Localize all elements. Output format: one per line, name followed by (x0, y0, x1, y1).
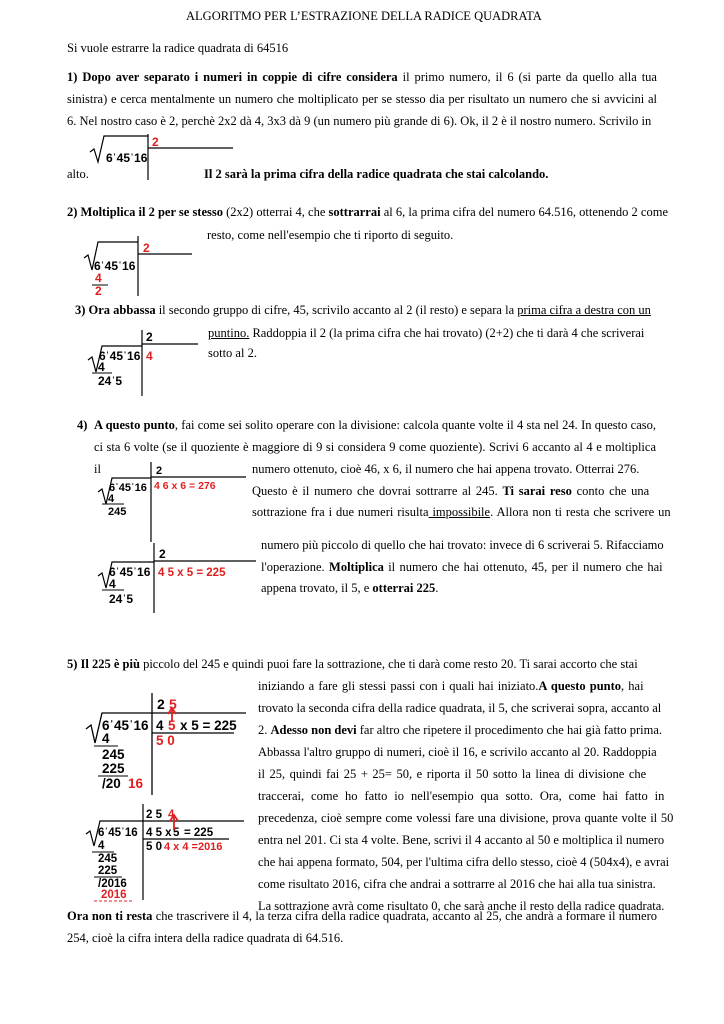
step-4-l1: numero ottenuto, cioè 46, x 6, il numero che hai appena trovato. Otterrai 276. (252, 462, 640, 476)
diagram-step-3 (86, 330, 206, 410)
step-4-l4: numero più piccolo di quello che hai trovato: invece di 6 scriverai 5. Rifacciamo (261, 538, 664, 552)
d5-sub: 4 (109, 577, 116, 591)
step-1-lead: 1) Dopo aver separato i numeri in coppie di cifre considera (67, 70, 398, 84)
step-3-lead: 3) Ora abbassa (75, 303, 156, 317)
step-5-l10: come risultato 2016, cifra che andrai a sottrarre al 2016 che hai alla tua sinistra. (258, 877, 656, 891)
d5-trial: 4 5 x 5 = 225 (158, 567, 226, 579)
d5-root: 2 (159, 547, 166, 561)
step-5-l1 (258, 680, 644, 693)
d1-root: 2 (152, 135, 159, 149)
d7-trial-c: = 225 (184, 827, 214, 839)
step-4-l6b: otterrai 225 (372, 581, 436, 595)
d6-r2: 225 (102, 761, 125, 776)
d4-trial: 4 6 x 6 = 276 (154, 480, 216, 492)
step-5-l1a: iniziando a fare gli stessi passi con i quali hai iniziato. (258, 679, 539, 693)
step-4-l6c: . (435, 581, 439, 595)
step-2-b: sottrarrai (328, 205, 381, 219)
d7-r2: 225 (98, 865, 118, 877)
d6-trial-a: 4 (156, 718, 164, 733)
step-1-body: il primo numero, il 6 (si parte da quello alla tua sinistra) e cerca mentalmente un numero che moltiplicato per se stesso dia per risultato un numero che si avvicini al 6. Nel nostro caso è 2, perchè 2x2 dà 4, 3x3 dà 9 (un numero più grande di 6). Ok, il 2 è il nostro numero. Scrivilo in (67, 70, 657, 128)
step-4-l6a: appena trovato, il 5, e (261, 581, 373, 595)
diagram-step-2 (82, 240, 192, 310)
d5-radicand: 6ˈ45ˈ16 (109, 565, 151, 579)
final-step-text (67, 905, 657, 949)
step-5-lead: 5) Il 225 è più (67, 657, 140, 671)
step-5-l7: precedenza, cioè sempre come volessi fare una divisione, prova quante volte il 50 (258, 811, 674, 825)
step-2-line1 (67, 206, 668, 219)
step-4-l3 (252, 506, 671, 519)
d7-r4: 2016 (101, 889, 127, 901)
d2-sub: 4 (95, 271, 102, 285)
step-5-l6: traccerai, come ho fatto io nell'esempio qua sotto. Ora, come hai fatto in (258, 789, 665, 803)
step-5-l4: Abbassa l'altro gruppo di numeri, cioè il 16, e scrivilo accanto al 20. Raddoppia (258, 745, 657, 759)
diagram-step-5 (96, 543, 266, 613)
step-3-u1: prima cifra a destra con un (517, 303, 651, 317)
step-1-text (67, 66, 657, 132)
d5-rem: 24ˈ5 (109, 592, 134, 606)
d6-double: 5 0 (156, 733, 175, 748)
step-1-alto: alto. (67, 167, 89, 181)
diagram-step-5a (84, 693, 284, 803)
d3-rem: 24ˈ5 (98, 374, 123, 388)
step-4-l2b: Ti sarai reso (502, 484, 572, 498)
step-5-a: piccolo del 245 e quindi puoi fare la sottrazione, che ti darà come resto 20. Ti sarai accorto che stai (139, 657, 638, 671)
step-5-line0 (67, 658, 638, 671)
step-5-l1b: A questo punto (538, 679, 622, 693)
d7-trial-b: 5 (173, 827, 180, 839)
d6-root-b: 5 (169, 696, 177, 712)
step-4-l2c: conto che una (571, 484, 650, 498)
step-4-l5c: il numero che hai ottenuto, 45, per il numero che hai (383, 560, 663, 574)
step-5-l8: entra nel 201. Ci sta 4 volte. Bene, scrivi il 4 accanto al 50 e moltiplica il numero (258, 833, 665, 847)
step-4-l3b: impossibile (428, 505, 491, 519)
d2-radicand: 6ˈ45ˈ16 (94, 259, 136, 273)
d4-radicand: 6ˈ45ˈ16 (109, 482, 147, 494)
d3-double: 4 (146, 349, 153, 363)
step-3-b: Raddoppia il 2 (la prima cifra che hai trovato) (2+2) che ti darà 4 che scriverai (249, 326, 645, 340)
page-title: ALGORITMO PER L’ESTRAZIONE DELLA RADICE QUADRATA (186, 9, 542, 23)
d2-root: 2 (143, 241, 150, 255)
d4-sub: 4 (108, 493, 115, 505)
d4-root: 2 (156, 465, 163, 477)
step-5-l9: che hai appena formato, 504, per l'ultima cifra dello stesso, cioè 4 (504x4), e avrai (258, 855, 670, 869)
d7-root-b: 4 (168, 809, 175, 821)
d6-trial-b: 5 (168, 718, 176, 733)
step-2-a: (2x2) otterrai 4, che (223, 205, 329, 219)
step-4-l3a: sottrazione fra i due numeri risulta (252, 505, 429, 519)
step-4-l5b: Moltiplica (329, 560, 384, 574)
d7-l2a: 5 0 (146, 841, 162, 853)
d7-r3: /2016 (98, 878, 127, 890)
d7-radicand: 6ˈ45ˈ16 (98, 827, 138, 839)
step-4-l2 (252, 485, 649, 498)
step-4-l6 (261, 582, 438, 595)
d6-r1: 245 (102, 747, 125, 762)
d7-root-a: 2 5 (146, 809, 162, 821)
diagram-step-1 (88, 134, 168, 184)
step-5-l3b: Adesso non devi (270, 723, 357, 737)
step-4-l5 (261, 561, 663, 574)
step-3-u2: puntino. (208, 326, 250, 340)
step-3-a: il secondo gruppo di cifre, 45, scrivilo accanto al 2 (il resto) e separa la (155, 303, 518, 317)
step-3-line2 (208, 327, 644, 340)
step-2-line2: resto, come nell'esempio che ti riporto di seguito. (207, 228, 454, 242)
d3-sub: 4 (98, 360, 105, 374)
d6-r3b: 16 (128, 776, 144, 791)
d6-radicand: 6ˈ45ˈ16 (102, 718, 149, 733)
d6-root-a: 2 (157, 696, 165, 712)
step-4-lead: A questo punto (94, 418, 175, 432)
final-step-body: che trascrivere il 4, la terza cifra della radice quadrata, accanto al 25, che andrà a formare il numero 254, cioè la cifra intera della radice quadrata di 64.516. (67, 909, 657, 945)
step-5-l3c: far altro che ripetere il procedimento che hai già fatto prima. (356, 723, 663, 737)
step-5-l3 (258, 724, 662, 737)
diagram-step-5b (84, 804, 284, 904)
d7-trial-a: 4 5 x (146, 827, 172, 839)
step-2-lead: 2) Moltiplica il 2 per se stesso (67, 205, 223, 219)
d7-r1: 245 (98, 853, 118, 865)
d3-root: 2 (146, 330, 153, 344)
step-3-line1 (75, 304, 651, 317)
d1-radicand: 6ˈ45ˈ16 (106, 151, 148, 165)
final-step-lead: Ora non ti resta (67, 909, 153, 923)
d7-sub: 4 (98, 840, 105, 852)
d6-sub: 4 (102, 731, 110, 746)
d2-rem: 2 (95, 284, 102, 298)
step-4-a: , fai come sei solito operare con la divisione: calcola quante volte il 4 sta nel 24. In questo caso, ci sta 6 volte (se il quoziente è maggiore di 9 si considera 9 come quoziente). Scrivi 6 accanto al 4 e moltiplica il (94, 418, 657, 476)
step-5-l1c: , hai (621, 679, 644, 693)
step-5-l3a: 2. (258, 723, 271, 737)
d6-r3: /20 (102, 776, 121, 791)
diagram-step-4 (96, 462, 256, 542)
step-4-l3c: . Allora non ti resta che scrivere un (490, 505, 671, 519)
d6-trial-c: x 5 = 225 (180, 718, 237, 733)
step-4-num: 4) (77, 418, 88, 432)
step-5-l2: trovato la seconda cifra della radice quadrata, il 5, che scriverai sopra, accanto al (258, 701, 662, 715)
step-1-note: Il 2 sarà la prima cifra della radice quadrata che stai calcolando. (204, 167, 549, 181)
step-4-l2a: Questo è il numero che dovrai sottrarre al 245. (252, 484, 503, 498)
d3-radicand: 6ˈ45ˈ16 (99, 349, 141, 363)
step-5-l5: il 25, quindi fai 25 + 25= 50, e riporta il 50 sotto la linea di divisione che (258, 767, 647, 781)
intro-text: Si vuole estrarre la radice quadrata di 64516 (67, 41, 289, 55)
d7-l2b: 4 x 4 =2016 (164, 841, 223, 853)
step-2-c: al 6, la prima cifra del numero 64.516, ottenendo 2 come (380, 205, 668, 219)
step-3-line3: sotto al 2. (208, 346, 257, 360)
step-5-l11: La sottrazione avrà come risultato 0, che sarà anche il resto della radice quadrata. (258, 899, 665, 913)
d4-rem: 245 (108, 506, 127, 518)
step-4-l5a: l'operazione. (261, 560, 330, 574)
